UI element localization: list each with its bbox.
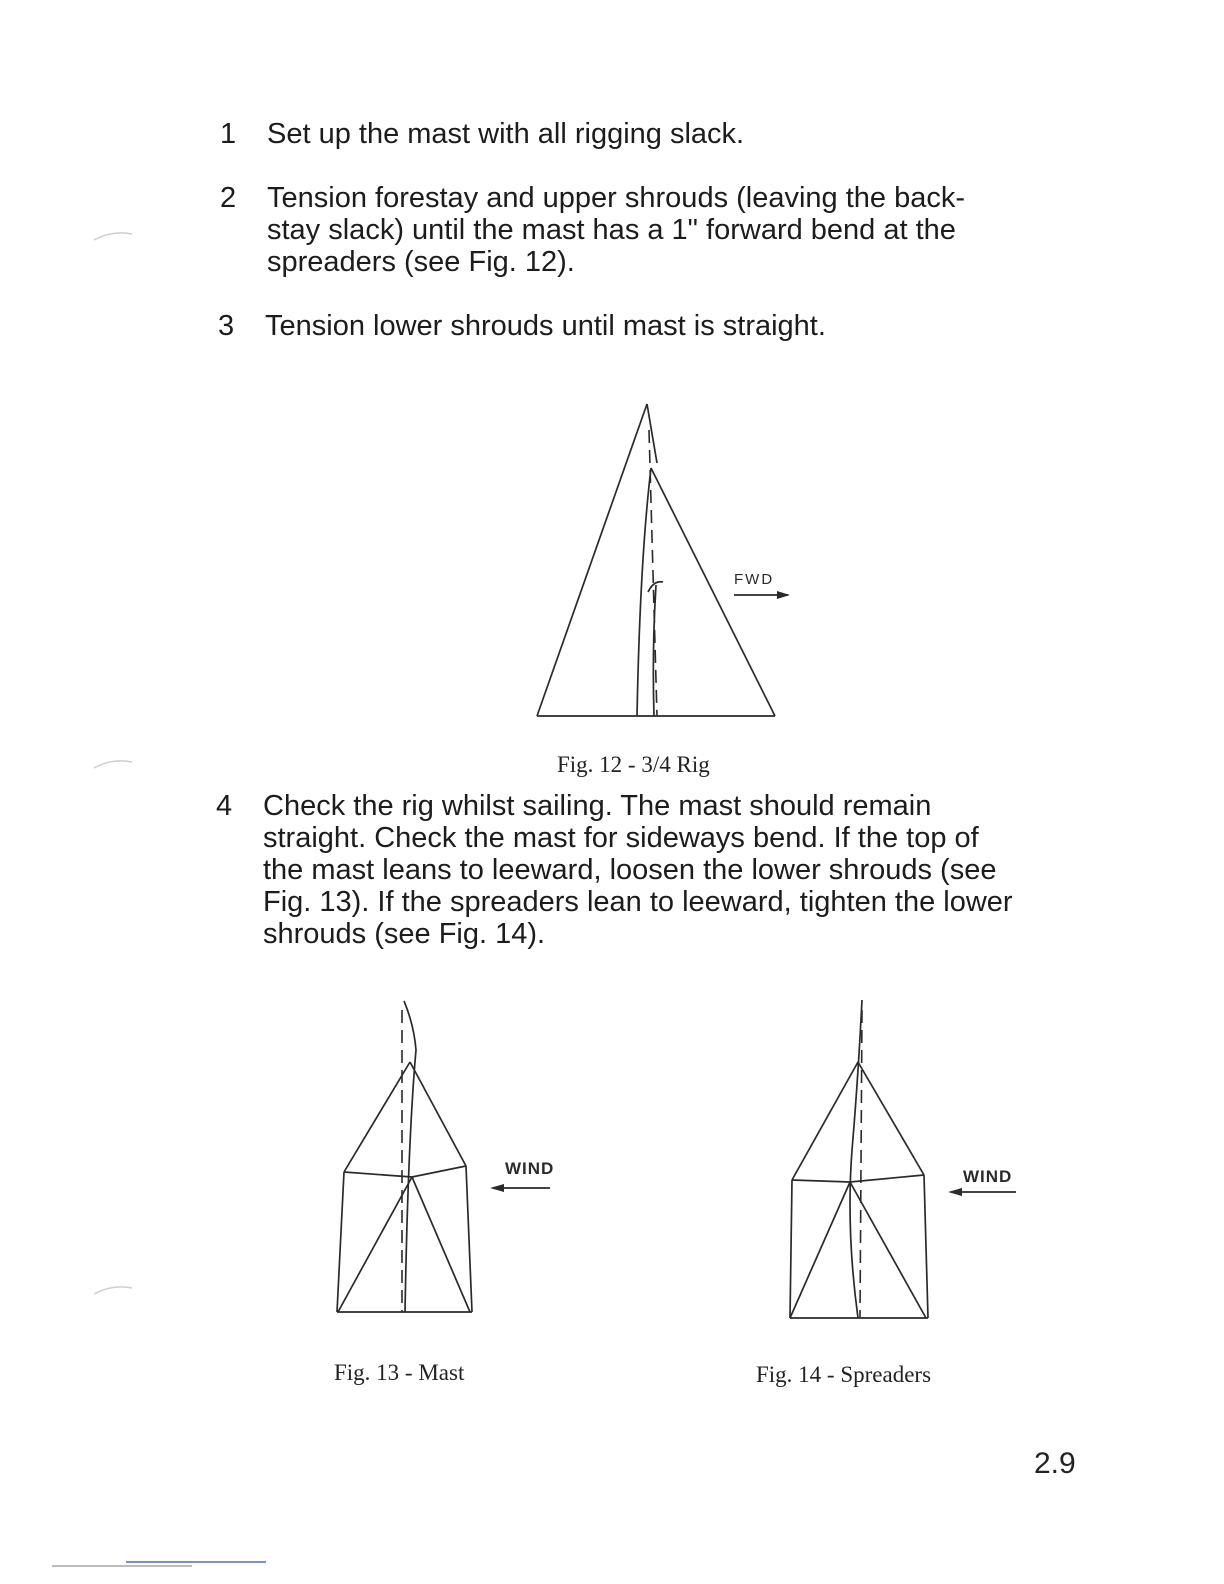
- step-number: 2: [220, 182, 237, 214]
- fig14-lower-shroud-left: [790, 1182, 850, 1318]
- fig12-shroud-left: [537, 404, 647, 716]
- binder-hole-mark-middle: [92, 756, 152, 776]
- fig13-wind-arrow-head: [490, 1184, 504, 1192]
- step-number: 3: [218, 310, 235, 342]
- fig14-side-left: [790, 1180, 792, 1318]
- fig13-arrow-label: WIND: [505, 1159, 555, 1178]
- step-text: [267, 182, 1107, 278]
- fig14-arrow-label: WIND: [963, 1167, 1013, 1186]
- fig14-spreader: [792, 1175, 924, 1182]
- bottom-edge-lines: [52, 1560, 312, 1568]
- fig12-rig-diagram: [520, 398, 820, 728]
- fig14-upper-shroud-left: [792, 1062, 858, 1180]
- fig12-arrow-label: FWD: [734, 571, 775, 588]
- fig13-upper-shroud-left: [344, 1062, 410, 1172]
- fig13-side-right: [466, 1166, 472, 1312]
- step-line: straight. Check the mast for sideways bend. If the top of: [263, 822, 979, 854]
- fig13-side-left: [337, 1172, 344, 1312]
- binder-hole-mark-bottom: [92, 1282, 152, 1302]
- step-line: the mast leans to leeward, loosen the lower shrouds (see: [263, 854, 997, 886]
- fig13-lower-shroud-right: [412, 1177, 470, 1312]
- fig12-caption: Fig. 12 - 3/4 Rig: [557, 752, 710, 777]
- step-line: Set up the mast with all rigging slack.: [267, 118, 745, 150]
- step-number: 1: [220, 118, 237, 150]
- fig13-caption: Fig. 13 - Mast: [334, 1360, 465, 1385]
- fig14-upper-shroud-right: [858, 1062, 924, 1175]
- binder-hole-mark-top: [92, 228, 152, 248]
- step-text: [267, 118, 1107, 150]
- fig14-side-right: [924, 1175, 928, 1318]
- fig12-upper-forestay: [651, 468, 775, 716]
- step-line: stay slack) until the mast has a 1" forward bend at the: [267, 214, 956, 246]
- step-line: Tension lower shrouds until mast is straight.: [265, 310, 826, 342]
- page-number: 2.9: [1034, 1447, 1076, 1480]
- fig13-mast-diagram: [330, 995, 570, 1325]
- fig13-upper-shroud-right: [410, 1062, 466, 1166]
- fig14-mast-straight-dashed: [860, 1010, 862, 1318]
- step-line: Tension forestay and upper shrouds (leaving the back-: [267, 182, 966, 214]
- fig14-spreaders-diagram: [780, 995, 1030, 1325]
- step-number: 4: [216, 790, 233, 822]
- step-line: Check the rig whilst sailing. The mast should remain: [263, 790, 932, 822]
- fig14-wind-arrow-head: [948, 1188, 962, 1196]
- step-text: [265, 310, 1105, 342]
- fig13-spreader: [344, 1166, 466, 1177]
- step-line: Fig. 13). If the spreaders lean to leeward, tighten the lower: [263, 886, 1013, 918]
- fig13-mast-bent: [404, 1001, 416, 1312]
- step-line: spreaders (see Fig. 12).: [267, 246, 575, 278]
- fig14-caption: Fig. 14 - Spreaders: [756, 1362, 932, 1387]
- step-text: [263, 790, 1103, 950]
- fig13-lower-shroud-left: [338, 1177, 412, 1312]
- fig12-fwd-arrow-head: [777, 591, 790, 599]
- step-line: shrouds (see Fig. 14).: [263, 918, 546, 950]
